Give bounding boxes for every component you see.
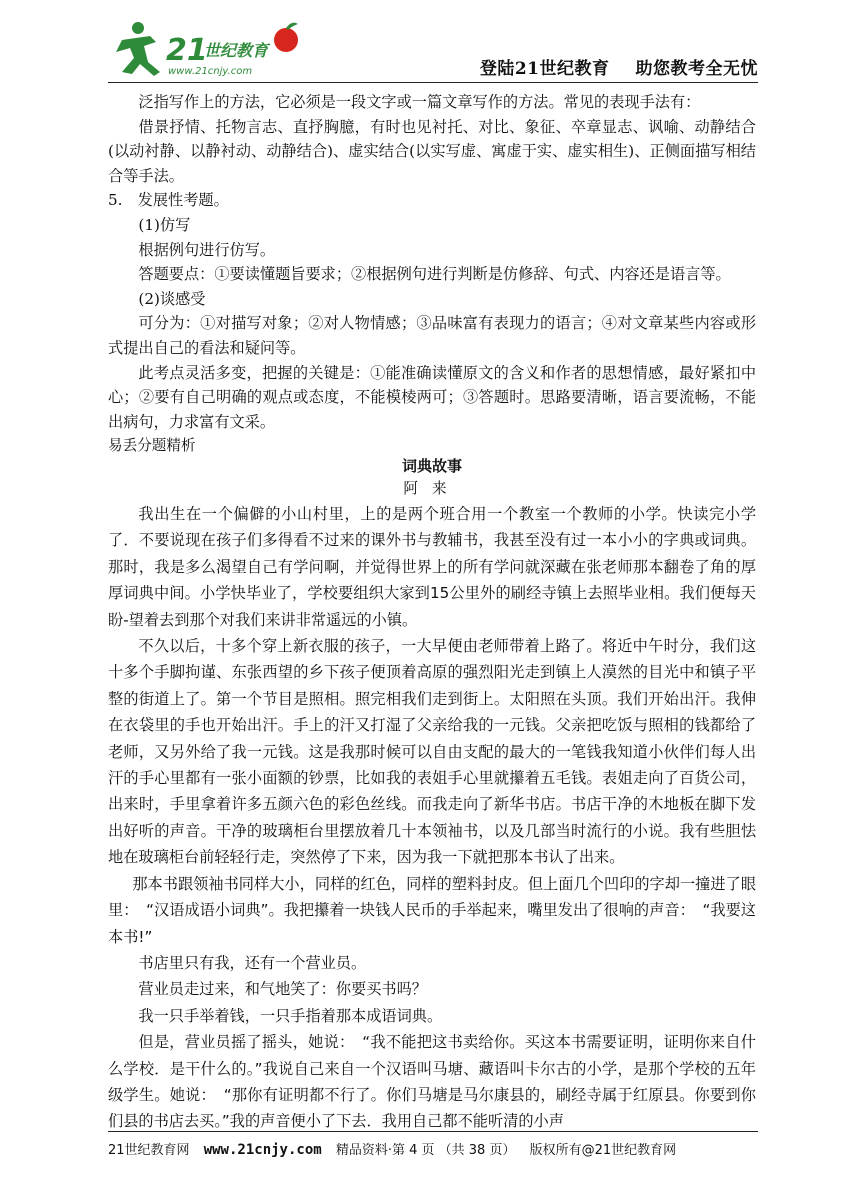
paragraph: 可分为：①对描写对象；②对人物情感；③品味富有表现力的语言；④对文章某些内容或形式提出自己的看法和疑问等。 — [108, 314, 756, 357]
svg-text:世纪教育: 世纪教育 — [204, 41, 269, 60]
main-content — [108, 90, 756, 459]
sub-heading: (1)仿写 — [138, 215, 191, 234]
svg-text:www.21cnjy.com: www.21cnjy.com — [168, 66, 253, 77]
story-paragraph: 我一只手举着钱，一只手指着那本成语词典。 — [138, 1006, 443, 1025]
header-slogan — [454, 54, 758, 79]
footer-left: 21世纪教育网 — [108, 1143, 190, 1158]
story-paragraph: 但是，营业员摇了摇头，她说： “我不能把这书卖给你。买这本书需要证明，证明你来自什么学校．是干什么的。”我说自己来自一个汉语叫马塘、藏语叫卡尔古的小学，是那个学校的五年级学生。她说： “那你有证明都不行了。你们马塘是马尔康县的，刷经寺属于红原县。你要到你们县的书店去买。”我的声音便小了下去．我用自己都不能听清的小声 — [108, 1033, 756, 1131]
slogan-right: 助您教考全无忧 — [635, 59, 758, 79]
footer-copyright: 版权所有@21世纪教育网 — [529, 1143, 677, 1158]
sub-heading: (2)谈感受 — [138, 289, 206, 308]
svg-text:21: 21 — [166, 33, 208, 68]
story-author: 阿来 — [403, 480, 461, 497]
footer-divider — [108, 1131, 758, 1132]
story-title: 词典故事 — [401, 457, 462, 475]
story — [108, 455, 756, 1135]
slogan-left: 登陆21世纪教育 — [479, 59, 610, 79]
section-heading: 5. 发展性考题。 — [108, 191, 229, 210]
story-paragraph: 不久以后，十多个穿上新衣服的孩子，一大早便由老师带着上路了。将近中午时分，我们这十多个手脚拘谨、东张西望的乡下孩子便顶着高原的强烈阳光走到镇上人漠然的目光中和镇子平整的街道上了。第一个节目是照相。照完相我们走到街上。太阳照在头顶。我们开始出汗。我伸在衣袋里的手也开始出汗。手上的汗又打湿了父亲给我的一元钱。父亲把吃饭与照相的钱都给了老师，又另外给了我一元钱。这是我那时候可以自由支配的最大的一笔钱我知道小伙伴们每人出汗的手心里都有一张小面额的钞票，比如我的表姐手心里就攥着五毛钱。表姐走向了百货公司，出来时，手里拿着许多五颜六色的彩色丝线。而我走向了新华书店。书店干净的木地板在脚下发出好听的声音。干净的玻璃柜台里摆放着几十本领袖书，以及几部当时流行的小说。我有些胆怯地在玻璃柜台前轻轻行走，突然停了下来，因为我一下就把那本书认了出来。 — [108, 637, 756, 867]
footer-site-link[interactable]: www.21cnjy.com — [203, 1142, 322, 1158]
page-footer — [108, 1139, 758, 1158]
story-paragraph: 营业员走过来，和气地笑了：你要买书吗？ — [138, 980, 427, 999]
story-paragraph: 书店里只有我，还有一个营业员。 — [138, 953, 367, 972]
paragraph: 泛指写作上的方法，它必须是一段文字或一篇文章写作的方法。常见的表现手法有： — [138, 93, 701, 111]
story-paragraph: 我出生在一个偏僻的小山村里，上的是两个班合用一个教室一个教师的小学。快读完小学了．不要说现在孩子们多得看不过来的课外书与教辅书，我甚至没有过一本小小的字典或词典。那时，我是多么渴望自己有学问啊，并觉得世界上的所有学问就深藏在张老师那本翻卷了角的厚厚词典中间。小学快毕业了，学校要组织大家到15公里外的刷经寺镇上去照毕业相。我们便每天盼-望着去到那个对我们来讲非常遥远的小镇。 — [108, 505, 756, 629]
paragraph: 此考点灵活多变，把握的关键是：①能准确读懂原文的含义和作者的思想情感，最好紧扣中心；②要有自己明确的观点或态度，不能模棱两可；③答题时。思路要清晰，语言要流畅，不能出病句，力求富有文采。 — [108, 363, 756, 431]
logo-21cnjy-icon — [108, 18, 318, 78]
paragraph: 根据例句进行仿写。 — [138, 240, 276, 259]
story-paragraph: 那本书跟领袖书同样大小，同样的红色，同样的塑料封皮。但上面几个凹印的字却一撞进了眼里： “汉语成语小词典”。我把攥着一块钱人民币的手举起来，嘴里发出了很响的声音： “我要这本书!” — [108, 874, 756, 946]
section-label: 易丢分题精析 — [108, 437, 196, 455]
page-header — [108, 18, 758, 80]
paragraph: 借景抒情、托物言志、直抒胸臆，有时也见衬托、对比、象征、卒章显志、讽喻、动静结合(以动衬静、以静衬动、动静结合)、虚实结合(以实写虚、寓虚于实、虚实相生)、正侧面描写相结合等手法。 — [108, 117, 756, 185]
footer-page-info: 精品资料·第 4 页 （共 38 页） — [335, 1143, 516, 1158]
header-divider — [108, 82, 758, 83]
paragraph: 答题要点：①要读懂题旨要求；②根据例句进行判断是仿修辞、句式、内容还是语言等。 — [138, 265, 731, 284]
